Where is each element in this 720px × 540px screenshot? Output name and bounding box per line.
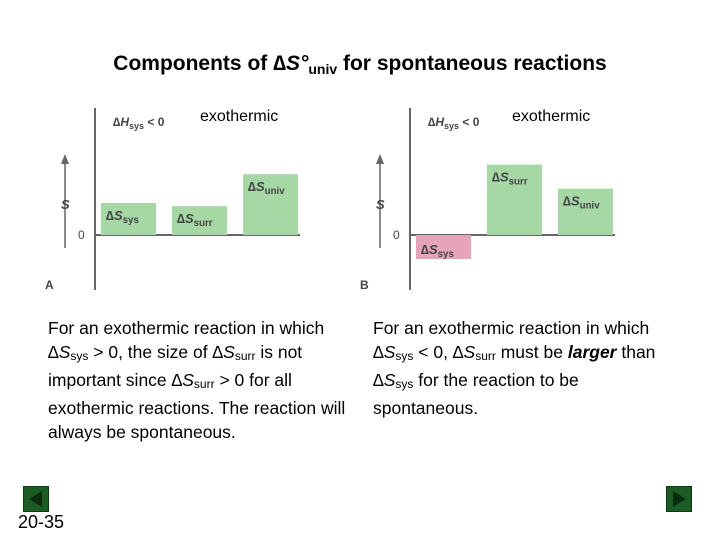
right-delta-s: ∆S <box>452 342 476 362</box>
panel-b-axis-label: S <box>376 197 385 212</box>
panel-a-chart <box>40 100 340 295</box>
left-delta-s: ∆S <box>212 342 235 362</box>
left-delta-s: ∆S <box>171 370 194 390</box>
right-text-part: than <box>616 342 656 362</box>
title-prefix: Components of <box>113 52 274 75</box>
title-delta-s: ∆S° <box>273 52 309 75</box>
panel-b-heading: exothermic <box>512 108 591 125</box>
slide-title <box>0 52 720 77</box>
right-text-part: must be <box>495 342 568 362</box>
right-sub: sys <box>395 377 414 391</box>
title-suffix: for spontaneous reactions <box>337 52 607 75</box>
right-explanation <box>373 316 673 420</box>
panel-b-bar-label-sys: $\Delta S_{sys}$ <box>421 242 454 260</box>
prev-slide-button[interactable] <box>23 486 49 512</box>
panel-b-zero-label: 0 <box>393 228 400 242</box>
left-text-part: is not important since <box>48 342 303 390</box>
right-sub: sys <box>395 349 414 363</box>
next-slide-button[interactable] <box>666 486 692 512</box>
panel-b-bar-label-surr: $\Delta S_{surr}$ <box>492 169 528 188</box>
right-delta-s: ∆S <box>373 370 396 390</box>
triangle-left-icon <box>24 487 48 511</box>
right-sub: surr <box>475 349 496 363</box>
right-emphasis: larger <box>567 342 617 362</box>
panel-a-s-arrow-head <box>61 154 69 164</box>
left-text-part: > 0 for all exothermic reactions. The reaction will always be spontaneous. <box>48 370 346 442</box>
left-sub: surr <box>193 377 215 391</box>
panel-a-panel-label: A <box>45 278 54 292</box>
triangle-right-icon <box>667 487 691 511</box>
panel-b-panel-label: B <box>360 278 369 292</box>
panel-a-heading: exothermic <box>200 108 279 125</box>
left-sub: sys <box>70 349 89 363</box>
left-text-part: > 0, the size of <box>88 342 213 362</box>
panel-b-chart <box>355 100 655 295</box>
title-subscript: univ <box>308 61 338 77</box>
left-delta-s: ∆S <box>48 342 71 362</box>
panel-a-zero-label: 0 <box>78 228 85 242</box>
left-explanation <box>48 316 348 444</box>
panel-a-bar-label-sys: $\Delta S_{sys}$ <box>106 208 139 226</box>
right-delta-s: ∆S <box>373 342 396 362</box>
panel-b-bar-label-univ: $\Delta S_{univ}$ <box>563 193 600 212</box>
panel-a-bar-label-univ: $\Delta S_{univ}$ <box>248 179 285 198</box>
right-text-part: < 0, <box>413 342 453 362</box>
panel-b-condition-label: $\Delta H_{sys} < 0$ <box>428 115 480 131</box>
panel-a-bar-label-surr: $\Delta S_{surr}$ <box>177 211 213 230</box>
left-sub: surr <box>234 349 256 363</box>
right-text-part: for the reaction to be spontaneous. <box>373 370 579 418</box>
page-number: 20-35 <box>18 512 65 532</box>
left-text-part: For an exothermic reaction in which <box>48 318 325 338</box>
panel-a-condition-label: $\Delta H_{sys} < 0$ <box>113 115 165 131</box>
panel-b-s-arrow-head <box>376 154 384 164</box>
panel-a-axis-label: S <box>61 197 70 212</box>
right-text-part: For an exothermic reaction in which <box>373 318 650 338</box>
